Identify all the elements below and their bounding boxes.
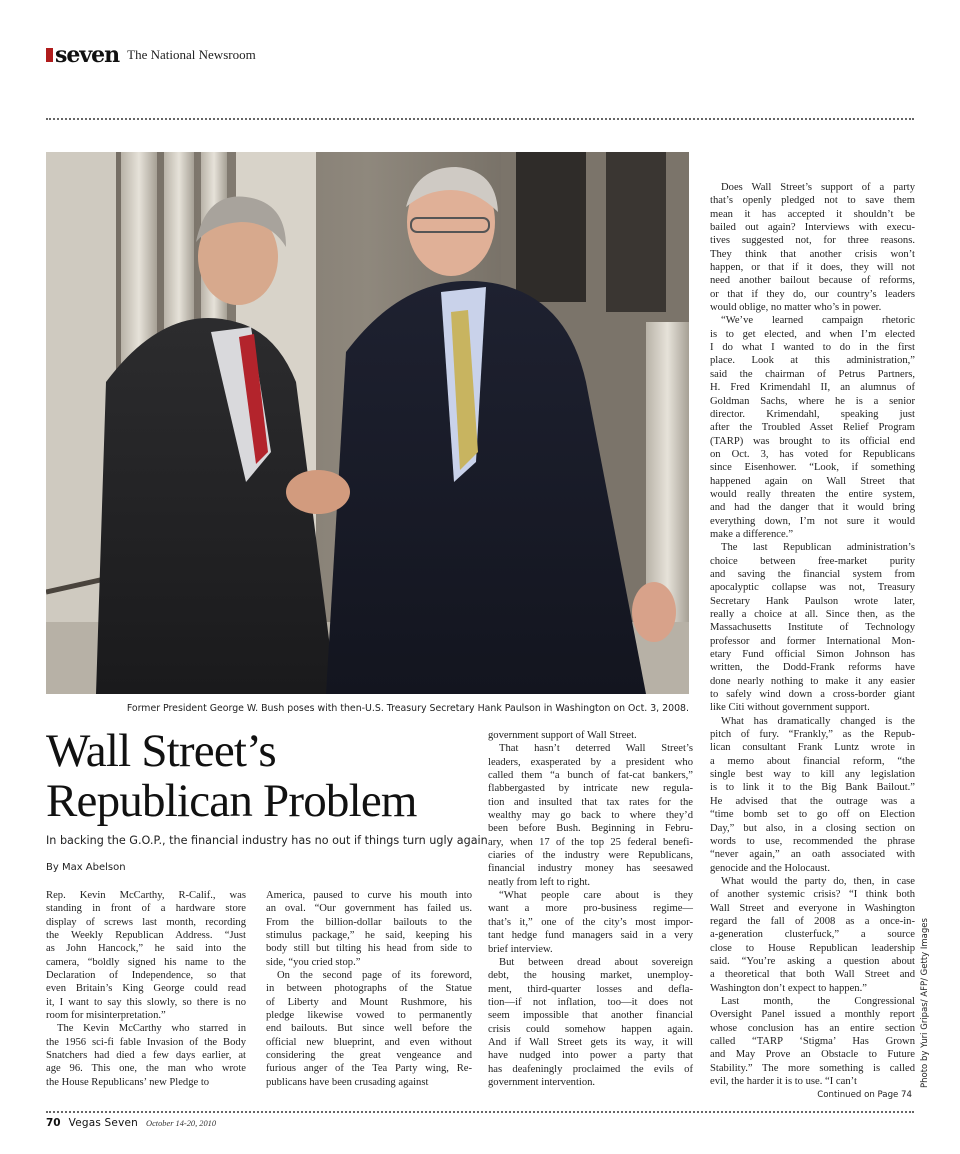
article-line: He advised that the outrage was a xyxy=(710,795,915,807)
article-line: body still but tilting his head from side to xyxy=(266,943,472,955)
article-line: leaders, exasperated by a president who xyxy=(488,756,693,768)
article-line: as John Hancock,” he said into the xyxy=(46,943,246,955)
article-line: happen, or that if it does, they will not xyxy=(710,262,915,274)
article-line: “never again,” an oath associated with xyxy=(710,849,915,861)
publication-name: Vegas Seven xyxy=(68,1117,139,1129)
article-line: written, the Dodd-Frank reforms have xyxy=(710,662,915,674)
article-line: place. Look at this administration,” xyxy=(710,355,915,367)
article-line: done nearly nothing to make it any easier xyxy=(710,675,915,687)
article-line: tives suggested not, for three reasons. xyxy=(710,235,915,247)
article-line: director. Krimendahl, speaking just xyxy=(710,408,915,420)
section-name: The National Newsroom xyxy=(127,47,256,62)
article-line: ciaries of the industry were Republicans, xyxy=(488,850,693,862)
article-line: crisis could somehow happen again. xyxy=(488,1023,693,1035)
article-line: been before Bush. Beginning in Febru- xyxy=(488,823,693,835)
article-line: I do what I wanted to do in the first xyxy=(710,342,915,354)
article-line: even Britain’s King George could read xyxy=(46,983,246,995)
article-line: Oversight Panel issued a monthly report xyxy=(710,1009,915,1021)
article-line: a-generation clusterfuck,” a source xyxy=(710,929,915,941)
article-line: of another systemic crisis? “I think both xyxy=(710,889,915,901)
article-line: called “TARP ‘Stigma’ Has Grown xyxy=(710,1036,915,1047)
article-line: would oblige, no matter who’s in power. xyxy=(710,302,882,314)
article-line: the House Republicans’ new Pledge to xyxy=(46,1076,210,1088)
article-line: They think that another crisis won’t xyxy=(710,248,915,260)
article-line: neatly from left to right. xyxy=(488,876,591,888)
article-line: government intervention. xyxy=(488,1076,596,1088)
article-line: stimulus package,” he said, keeping his xyxy=(266,930,472,942)
article-line: tion and insulted that tax rates for the xyxy=(488,796,693,808)
issue-date: October 14-20, 2010 xyxy=(146,1119,217,1128)
article-line: and had the danger that it would bring xyxy=(710,502,915,514)
article-line: “time bomb set to go off on Election xyxy=(710,809,915,821)
byline: By Max Abelson xyxy=(46,862,126,873)
article-line: of Liberty and Mount Rushmore, his xyxy=(266,996,472,1008)
article-line: mean it has accepted it shouldn’t be xyxy=(710,208,915,220)
article-line: would really threaten the entire system, xyxy=(710,488,915,500)
article-line: really a choice at all. Since then, as the xyxy=(710,609,915,620)
article-line: choice between free-market purity xyxy=(710,555,915,567)
article-line: pledge likewise vowed to permanently xyxy=(266,1010,472,1022)
photo-caption: Former President George W. Bush poses with then-U.S. Treasury Secretary Hank Paulson in Washington on Oct. 3, 2008. xyxy=(126,703,689,714)
article-line: Does Wall Street’s support of a party xyxy=(721,182,915,193)
article-line: professor and former International Mon- xyxy=(710,635,915,647)
article-line: the Weekly Republican Address. “Just xyxy=(46,930,246,942)
article-photo xyxy=(46,152,689,694)
article-line: side, “you cried stop.” xyxy=(266,956,361,968)
article-line: called them “a bunch of fat-cat bankers,” xyxy=(488,770,693,782)
article-line: in between photographs of the Statue xyxy=(266,983,472,995)
article-line: whose conclusion has an entire section xyxy=(710,1022,915,1034)
article-line: What would the party do, then, in case xyxy=(721,875,915,887)
article-line: single best way to kill any legislation xyxy=(710,769,915,781)
article-line: Washington don’t expect to happen.” xyxy=(710,982,867,994)
article-line: display of screws last month, recording xyxy=(46,916,246,928)
article-line: financial industry money has seesawed xyxy=(488,863,693,875)
article-column-3 xyxy=(488,729,693,1089)
article-line: Last month, the Congressional xyxy=(721,995,915,1007)
continued-note: Continued on Page 74 xyxy=(817,1090,912,1100)
article-line: have nudged into power a party that xyxy=(488,1050,693,1062)
article-line: happened again on Wall Street that xyxy=(710,475,915,487)
article-line: On the second page of its foreword, xyxy=(277,970,472,982)
article-line: lican consultant Frank Luntz wrote in xyxy=(710,742,915,754)
article-line: and May Prove an Obstacle to Future xyxy=(710,1049,915,1061)
article-line: age 96. This one, the man who wrote xyxy=(46,1063,246,1075)
article-line: end bailouts. But since well before the xyxy=(266,1023,472,1035)
article-line: is to link it to the Big Bank Bailout.” xyxy=(710,782,915,794)
article-line: is to get elected, and when I’m elected xyxy=(710,328,915,340)
article-line: And if Wall Street gets its way, it will xyxy=(488,1036,693,1048)
article-line: But between dread about sovereign xyxy=(499,956,693,968)
article-line: The last Republican administration’s xyxy=(721,542,915,554)
article-line: Stability.” The more something is called xyxy=(710,1062,915,1074)
article-column-2 xyxy=(266,889,472,1089)
article-line: (TARP) was brought to its official end xyxy=(710,435,915,447)
article-line: Massachusetts Institute of Technology xyxy=(710,622,915,634)
article-line: after the Troubled Asset Relief Program xyxy=(710,422,915,434)
article-line: America, paused to curve his mouth into xyxy=(266,890,472,901)
article-line: etary Fund official Simon Johnson has xyxy=(710,649,915,661)
article-line: a memo about financial reform, “the xyxy=(710,755,915,767)
article-line: camera, “boldly signed his name to the xyxy=(46,956,246,968)
article-line: has deafeningly proclaimed the evils of xyxy=(488,1063,693,1075)
article-line: debt, the housing market, unemploy- xyxy=(488,970,693,982)
article-line: government support of Wall Street. xyxy=(488,730,637,741)
article-line: room for misinterpretation.” xyxy=(46,1010,166,1022)
article-line: What has dramatically changed is the xyxy=(721,715,915,727)
article-line: or that if they do, our country’s leaders xyxy=(710,288,915,300)
article-line: Goldman Sachs, where he is a senior xyxy=(710,395,915,407)
article-line: and saving the financial system from xyxy=(710,568,915,580)
article-line: From the billion-dollar bailouts to the xyxy=(266,916,472,928)
article-line: seem impossible that another financial xyxy=(488,1010,693,1022)
article-line: The Kevin McCarthy who starred in xyxy=(57,1023,246,1035)
article-line: pitch of fury. “Frankly,” as the Repub- xyxy=(710,729,915,741)
logo-bar xyxy=(46,48,53,62)
article-line: That hasn’t deterred Wall Street’s xyxy=(499,743,693,755)
article-line: want a more pro-business regime— xyxy=(488,903,693,915)
article-line: “We’ve learned campaign rhetoric xyxy=(721,315,915,327)
article-line: publicans have been crusading against xyxy=(266,1076,429,1088)
top-dotted-rule xyxy=(46,118,914,120)
article-line: need another bailout because of reforms, xyxy=(710,275,915,287)
article-line: genocide and the Holocaust. xyxy=(710,862,831,874)
article-line: since Eisenhower. “Look, if something xyxy=(710,462,915,474)
headline xyxy=(46,726,486,826)
article-line: said. “You’re asking a question about xyxy=(710,955,915,967)
article-line: make a difference.” xyxy=(710,528,794,540)
article-line: like Citi without government support. xyxy=(710,702,870,714)
article-line: close to House Republican leadership xyxy=(710,942,915,954)
article-line: Secretary Hank Paulson wrote later, xyxy=(710,595,915,607)
article-line: tion—if not inflation, too—it does not xyxy=(488,996,693,1008)
page-number: 70 xyxy=(46,1117,61,1129)
article-line: said the chairman of Petrus Partners, xyxy=(710,368,915,380)
masthead xyxy=(46,44,256,66)
bottom-dotted-rule xyxy=(46,1111,914,1113)
article-line: tant hedge fund managers said in a very xyxy=(488,930,693,942)
page-footer xyxy=(46,1117,216,1129)
article-line: a theoretical that both Wall Street and xyxy=(710,969,915,981)
article-line: Rep. Kevin McCarthy, R-Calif., was xyxy=(46,890,246,901)
article-line: it, I want to say this slowly, so there is no xyxy=(46,996,246,1008)
article-line: ment, third-quarter losses and defla- xyxy=(488,983,693,995)
article-line: Day,” but also, in a closing section on xyxy=(710,822,915,834)
article-line: words to use, recommended the phrase xyxy=(710,835,915,847)
article-line: brief interview. xyxy=(488,943,553,955)
article-line: ary, when 17 of the top 25 federal benefi- xyxy=(488,836,693,848)
article-line: apocalyptic collapse was not, Treasury xyxy=(710,582,915,594)
article-line: Wall Street and everyone in Washington xyxy=(710,902,915,914)
article-line: Declaration of Independence, so that xyxy=(46,970,246,982)
article-line: on Oct. 3, has voted for Republicans xyxy=(710,448,915,460)
article-line: bailed out again? Interviews with execu- xyxy=(710,222,915,234)
article-line: official new blueprint, and even without xyxy=(266,1036,472,1048)
article-line: Snatchers had died a few days earlier, at xyxy=(46,1050,246,1062)
article-line: H. Fred Krimendahl II, an alumnus of xyxy=(710,382,915,394)
article-line: considering the great vengeance and xyxy=(266,1050,472,1062)
article-line: that’s it,” one of the city’s most impor- xyxy=(488,916,693,928)
photo-credit: Photo by Yuri Gripas/ AFP/ Getty Images xyxy=(920,918,930,1088)
headline-line-1: Wall Street’s xyxy=(46,725,276,777)
dek: In backing the G.O.P., the financial industry has no out if things turn ugly again xyxy=(46,834,488,847)
article-line: an oval. “Our government has failed us. xyxy=(266,903,472,915)
article-line: wealthy may go back to where they’d xyxy=(488,810,693,822)
article-column-4 xyxy=(710,181,915,1088)
article-line: regard the fall of 2008 as a once-in- xyxy=(710,915,915,927)
publication-logo: seven xyxy=(55,42,120,68)
article-line: standing in front of a hardware store xyxy=(46,903,246,915)
article-line: flabbergasted by intricate new regula- xyxy=(488,783,693,795)
article-line: furious anger of the Tea Party wing, Re- xyxy=(266,1063,472,1075)
article-column-1 xyxy=(46,889,246,1089)
article-line: “What people care about is they xyxy=(499,890,693,902)
article-line: the 1956 sci-fi fable Invasion of the Body xyxy=(46,1036,246,1048)
article-line: everything down, I’m not sure it would xyxy=(710,515,915,527)
headline-line-2: Republican Problem xyxy=(46,775,417,827)
article-line: evil, the harder it is to use. “I can’t xyxy=(710,1076,857,1088)
article-line: to safely wind down a cross-border giant xyxy=(710,689,915,701)
article-line: that’s openly pledged not to save them xyxy=(710,195,915,207)
